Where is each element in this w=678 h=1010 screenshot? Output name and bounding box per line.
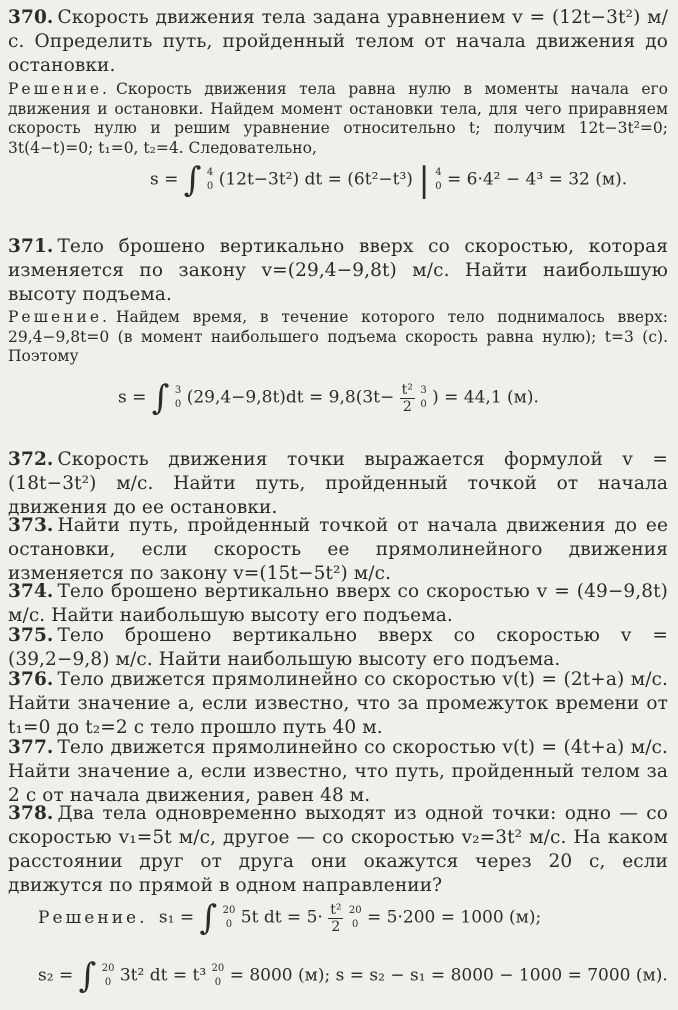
numerator: t² <box>330 901 342 918</box>
upper-limit: 20 <box>222 905 236 916</box>
problem-373 <box>8 514 668 586</box>
upper-limit: 20 <box>348 905 362 916</box>
integral-sign: ∫ <box>78 956 97 996</box>
integrand: (29,4−9,8t)dt = 9,8(3t− <box>186 387 395 408</box>
numerator: t² <box>401 381 413 398</box>
fraction <box>328 902 343 935</box>
integral-limits <box>207 166 213 194</box>
integrand: 5t dt = 5· <box>240 907 323 928</box>
lower-limit: 0 <box>206 181 214 192</box>
formula-result: = 8000 (м); s = s₂ − s₁ = 8000 − 1000 = 7000 (м). <box>229 965 668 986</box>
lower-limit: 0 <box>435 181 442 192</box>
evaluation-bar: | <box>418 160 430 200</box>
integral-limits <box>223 904 236 932</box>
problem-text: Скорость движения точки выражается формулой v = (18t−3t²) м/с. Найти путь, пройденный точкой от начала движения до ее остановки. <box>8 449 668 518</box>
problem-text: Тело брошено вертикально вверх со скоростью, которая изменяется по закону v=(29,4−9,8t) м/с. Найти наибольшую высоту подъема. <box>8 236 668 305</box>
integral-limits <box>175 384 181 412</box>
formula-prefix: s = <box>150 169 179 190</box>
upper-limit: 4 <box>435 167 442 178</box>
problem-number: 374. <box>8 581 54 602</box>
evaluation-limits <box>349 904 362 932</box>
solution-text: Скорость движения тела равна нулю в моменты начала его движения и остановки. Найдем момент остановки тела, для чего приравняем скорость нулю и решим уравнение относительно t; получим 12t−3t²=0; 3t(4−t)=0; t₁=0, t₂=4. Следовательно, <box>8 80 668 157</box>
solution-370 <box>8 80 668 158</box>
formula-result: = 6·4² − 4³ = 32 (м). <box>446 169 628 190</box>
problem-number: 375. <box>8 625 54 646</box>
evaluation-limits <box>212 962 225 990</box>
formula-378-line1 <box>38 898 541 938</box>
lower-limit: 0 <box>420 399 427 410</box>
integral-sign: ∫ <box>183 160 202 200</box>
upper-limit: 3 <box>420 385 427 396</box>
formula-prefix: s = <box>118 387 147 408</box>
formula-result: ) = 44,1 (м). <box>432 387 539 408</box>
problem-number: 373. <box>8 515 54 536</box>
integrand: 3t² dt = t³ <box>119 965 207 986</box>
problem-372 <box>8 448 668 520</box>
formula-prefix: s₁ = <box>158 907 195 928</box>
integral-sign: ∫ <box>199 898 218 938</box>
formula-result: = 5·200 = 1000 (м); <box>367 907 542 928</box>
lower-limit: 0 <box>214 977 222 988</box>
formula-370 <box>150 160 627 200</box>
solution-label: Решение. <box>38 907 148 928</box>
problem-378 <box>8 802 668 898</box>
problem-370 <box>8 6 668 78</box>
upper-limit: 4 <box>206 167 214 178</box>
lower-limit: 0 <box>104 977 112 988</box>
denominator: 2 <box>402 398 412 415</box>
problem-number: 378. <box>8 803 54 824</box>
formula-prefix: s₂ = <box>38 965 74 986</box>
problem-text: Тело брошено вертикально вверх со скоростью v = (39,2−9,8) м/с. Найти наибольшую высоту его подъема. <box>8 625 668 670</box>
upper-limit: 20 <box>211 963 225 974</box>
problem-text: Тело брошено вертикально вверх со скоростью v = (49−9,8t) м/с. Найти наибольшую высоту его подъема. <box>8 581 668 626</box>
upper-limit: 3 <box>174 385 182 396</box>
problem-text: Два тела одновременно выходят из одной точки: одно — со скоростью v₁=5t м/с, другое — со скоростью v₂=3t² м/с. На каком расстоянии друг от друга они окажутся через 20 с, если движутся по прямой в одном направлении? <box>8 803 668 896</box>
problem-377 <box>8 736 668 808</box>
problem-number: 370. <box>8 7 54 28</box>
solution-371 <box>8 308 668 367</box>
solution-text: Найдем время, в течение которого тело поднималось вверх: 29,4−9,8t=0 (в момент наибольшего подъема скорость равна нулю); t=3 (с). Поэтому <box>8 308 668 365</box>
evaluation-limits <box>420 384 426 412</box>
problem-number: 376. <box>8 669 54 690</box>
integrand: (12t−3t²) dt = (6t²−t³) <box>218 169 413 190</box>
evaluation-limits <box>435 166 441 194</box>
problem-376 <box>8 668 668 740</box>
problem-number: 372. <box>8 449 54 470</box>
problem-text: Найти путь, пройденный точкой от начала движения до ее остановки, если скорость ее прямолинейного движения изменяется по закону v=(15t−5t²) м/с. <box>8 515 668 584</box>
problem-number: 377. <box>8 737 54 758</box>
lower-limit: 0 <box>174 399 182 410</box>
problem-text: Тело движется прямолинейно со скоростью v(t) = (2t+a) м/с. Найти значение a, если известно, что за промежуток времени от t₁=0 до t₂=2 с тело прошло путь 40 м. <box>8 669 668 738</box>
integral-sign: ∫ <box>151 378 170 418</box>
problem-371 <box>8 235 668 307</box>
denominator: 2 <box>331 918 341 935</box>
problem-text: Тело движется прямолинейно со скоростью v(t) = (4t+a) м/с. Найти значение a, если известно, что путь, пройденный телом за 2 с от начала движения, равен 48 м. <box>8 737 668 806</box>
solution-label: Решение. <box>8 80 110 98</box>
problem-number: 371. <box>8 236 54 257</box>
lower-limit: 0 <box>352 919 359 930</box>
problem-text: Скорость движения тела задана уравнением v = (12t−3t²) м/с. Определить путь, пройденный телом от начала движения до остановки. <box>8 7 668 76</box>
lower-limit: 0 <box>225 919 233 930</box>
fraction <box>400 382 415 415</box>
upper-limit: 20 <box>101 963 115 974</box>
formula-378-line2 <box>38 956 668 996</box>
formula-371 <box>118 378 539 418</box>
solution-label: Решение. <box>8 308 110 326</box>
integral-limits <box>102 962 115 990</box>
problem-375 <box>8 624 668 672</box>
problem-374 <box>8 580 668 628</box>
